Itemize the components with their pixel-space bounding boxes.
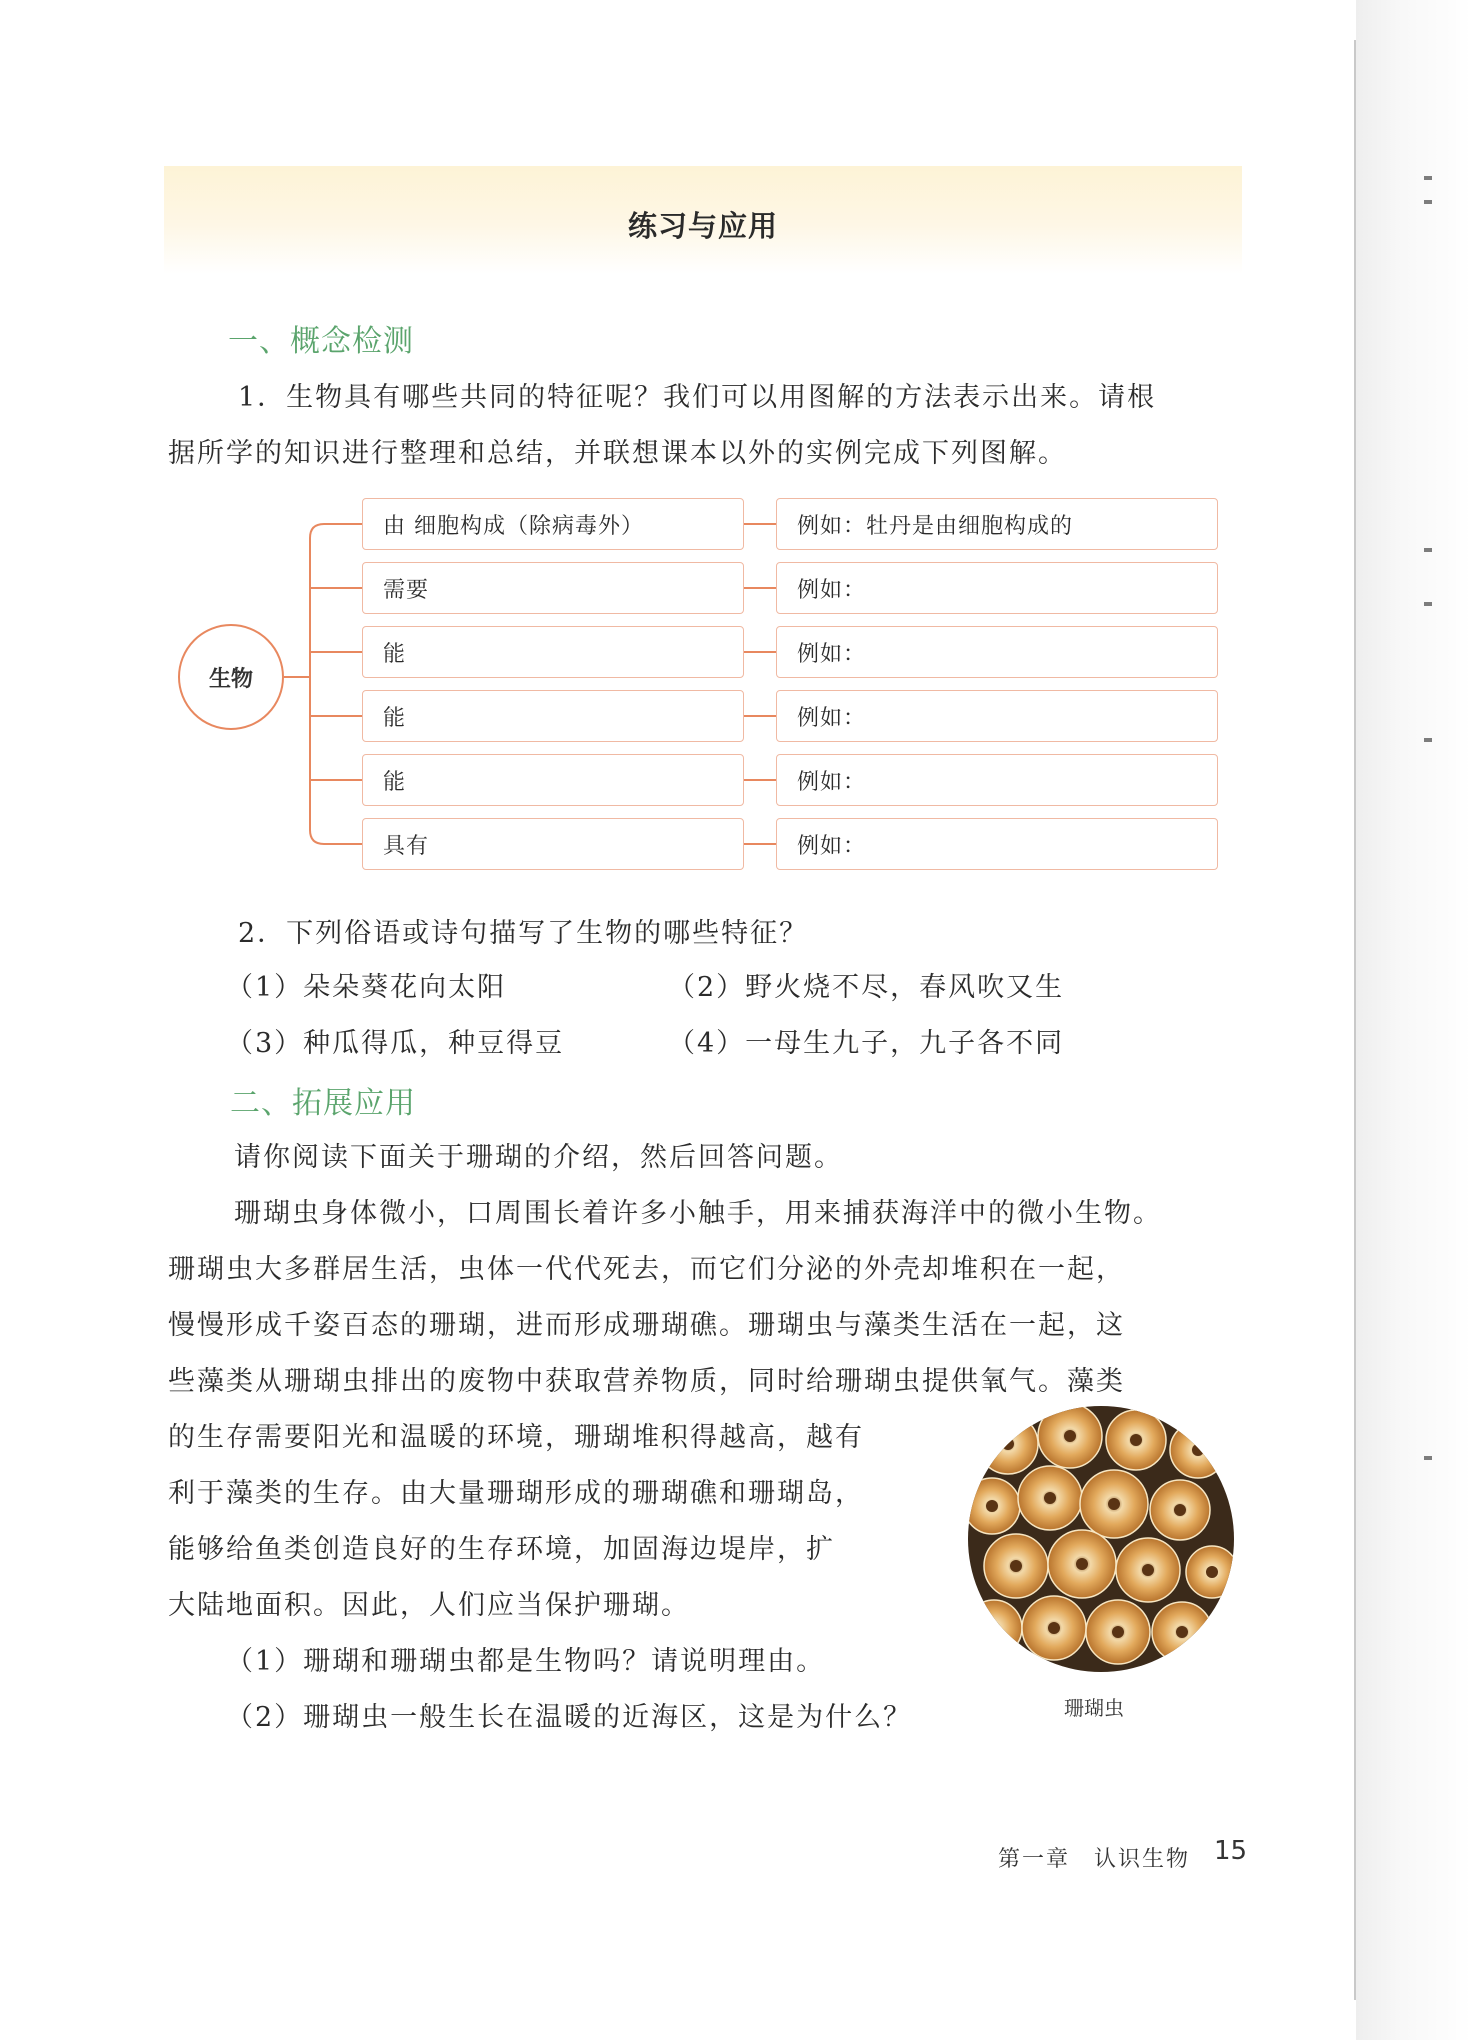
trait-box: 能 <box>362 690 744 742</box>
question-1-line-2: 据所学的知识进行整理和总结，并联想课本以外的实例完成下列图解。 <box>168 438 1067 469</box>
coral-question-1: （1）珊瑚和珊瑚虫都是生物吗？请说明理由。 <box>226 1646 826 1677</box>
organism-node: 生物 <box>178 624 284 730</box>
question-2-option-2: （2）野火烧不尽，春风吹又生 <box>668 972 1065 1003</box>
trait-box: 能 <box>362 626 744 678</box>
trait-box: 需要 <box>362 562 744 614</box>
coral-paragraph-line: 慢慢形成千姿百态的珊瑚，进而形成珊瑚礁。珊瑚虫与藻类生活在一起，这 <box>168 1310 1125 1341</box>
question-2-option-3: （3）种瓜得瓜，种豆得豆 <box>226 1028 565 1059</box>
page-number: 15 <box>1214 1836 1248 1866</box>
coral-paragraph-line: 大陆地面积。因此，人们应当保护珊瑚。 <box>168 1590 690 1621</box>
coral-question-2: （2）珊瑚虫一般生长在温暖的近海区，这是为什么？ <box>226 1702 913 1733</box>
coral-paragraph-line: 利于藻类的生存。由大量珊瑚形成的珊瑚礁和珊瑚岛， <box>168 1478 864 1509</box>
exercise-title: 练习与应用 <box>627 209 778 243</box>
coral-photo-caption: 珊瑚虫 <box>1064 1696 1124 1720</box>
question-2-option-4: （4）一母生九子，九子各不同 <box>668 1028 1065 1059</box>
example-box: 例如： <box>776 626 1218 678</box>
question-2-option-1: （1）朵朵葵花向太阳 <box>226 972 507 1003</box>
trait-box: 由 细胞构成（除病毒外） <box>362 498 744 550</box>
coral-paragraph-line: 珊瑚虫大多群居生活，虫体一代代死去，而它们分泌的外壳却堆积在一起， <box>168 1254 1125 1285</box>
coral-paragraph-line: 的生存需要阳光和温暖的环境，珊瑚堆积得越高，越有 <box>168 1422 864 1453</box>
question-1-line-1: 1．生物具有哪些共同的特征呢？我们可以用图解的方法表示出来。请根 <box>238 382 1157 413</box>
section-heading-concept: 一、概念检测 <box>228 324 414 359</box>
section-heading-extension: 二、拓展应用 <box>230 1086 416 1121</box>
coral-paragraph-line: 珊瑚虫身体微小，口周围长着许多小触手，用来捕获海洋中的微小生物。 <box>234 1198 1162 1229</box>
trait-box: 具有 <box>362 818 744 870</box>
reading-intro: 请你阅读下面关于珊瑚的介绍，然后回答问题。 <box>234 1142 843 1173</box>
example-box: 例如： <box>776 562 1218 614</box>
example-box: 例如： <box>776 818 1218 870</box>
coral-paragraph-line: 些藻类从珊瑚虫排出的废物中获取营养物质，同时给珊瑚虫提供氧气。藻类 <box>168 1366 1125 1397</box>
chapter-footer: 第一章 认识生物 <box>998 1847 1191 1872</box>
coral-polyp-photo <box>968 1406 1234 1672</box>
question-2: 2．下列俗语或诗句描写了生物的哪些特征？ <box>238 918 809 949</box>
trait-box: 能 <box>362 754 744 806</box>
coral-paragraph-line: 能够给鱼类创造良好的生存环境，加固海边堤岸，扩 <box>168 1534 835 1565</box>
example-box: 例如： <box>776 754 1218 806</box>
example-box: 例如：牡丹是由细胞构成的 <box>776 498 1218 550</box>
example-box: 例如： <box>776 690 1218 742</box>
